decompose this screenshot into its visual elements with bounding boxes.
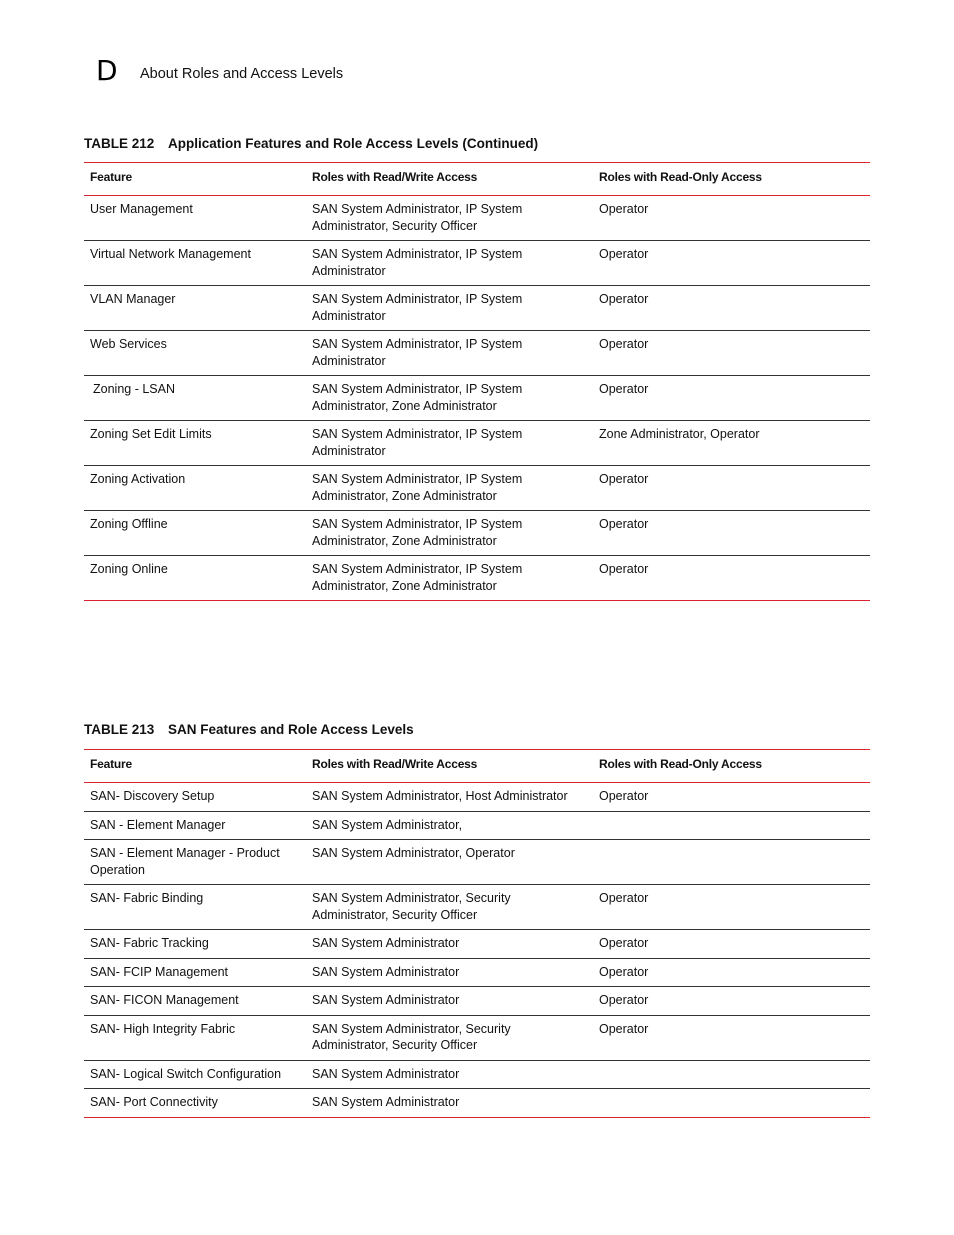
column-header-read-only: Roles with Read-Only Access [593,163,870,196]
read-only-cell: Operator [593,286,870,331]
read-write-cell: SAN System Administrator [306,1060,593,1089]
read-only-cell: Operator [593,196,870,241]
read-write-cell: SAN System Administrator, Operator [306,840,593,885]
table-title: SAN Features and Role Access Levels [168,722,414,737]
table-header-row [84,163,870,196]
table-row [84,958,870,987]
feature-cell: Zoning Online [84,556,306,601]
feature-cell: Zoning Set Edit Limits [84,421,306,466]
column-header-feature: Feature [84,750,306,783]
read-only-cell: Operator [593,958,870,987]
read-only-cell: Operator [593,241,870,286]
read-only-cell: Operator [593,511,870,556]
feature-cell: SAN - Element Manager [84,811,306,840]
column-header-feature: Feature [84,163,306,196]
feature-cell: User Management [84,196,306,241]
feature-cell: SAN- Discovery Setup [84,783,306,812]
table-row [84,196,870,241]
read-write-cell: SAN System Administrator, IP System Administrator, Zone Administrator [306,511,593,556]
read-write-cell: SAN System Administrator, IP System Administrator [306,241,593,286]
table-header-row [84,750,870,783]
table-row [84,987,870,1016]
feature-cell: Zoning Offline [84,511,306,556]
read-write-cell: SAN System Administrator, Security Administrator, Security Officer [306,885,593,930]
column-header-read-write: Roles with Read/Write Access [306,163,593,196]
table-row [84,840,870,885]
feature-cell: SAN- FCIP Management [84,958,306,987]
read-only-cell: Operator [593,987,870,1016]
read-only-cell: Operator [593,1015,870,1060]
read-only-cell: Zone Administrator, Operator [593,421,870,466]
read-write-cell: SAN System Administrator [306,930,593,959]
column-header-read-write: Roles with Read/Write Access [306,750,593,783]
table-row [84,286,870,331]
feature-cell: SAN- Logical Switch Configuration [84,1060,306,1089]
table-number: TABLE 213 [84,722,155,737]
table-title: Application Features and Role Access Levels (Continued) [168,136,539,151]
read-write-cell: SAN System Administrator [306,1089,593,1118]
table-212-caption [84,136,538,152]
table-row [84,421,870,466]
table-row [84,1089,870,1118]
read-only-cell: Operator [593,376,870,421]
table-row [84,1060,870,1089]
read-only-cell: Operator [593,783,870,812]
table-213-caption [84,722,414,738]
read-only-cell: Operator [593,331,870,376]
feature-cell: VLAN Manager [84,286,306,331]
read-write-cell: SAN System Administrator, IP System Administrator, Security Officer [306,196,593,241]
feature-cell: SAN- Fabric Tracking [84,930,306,959]
column-header-read-only: Roles with Read-Only Access [593,750,870,783]
feature-cell: Web Services [84,331,306,376]
read-only-cell [593,840,870,885]
read-write-cell: SAN System Administrator, IP System Administrator, Zone Administrator [306,376,593,421]
read-write-cell: SAN System Administrator, IP System Administrator, Zone Administrator [306,466,593,511]
read-only-cell: Operator [593,930,870,959]
table-row [84,885,870,930]
table-number: TABLE 212 [84,136,155,151]
read-write-cell: SAN System Administrator, IP System Administrator, Zone Administrator [306,556,593,601]
read-write-cell: SAN System Administrator, IP System Administrator [306,331,593,376]
table-212 [84,162,870,601]
read-write-cell: SAN System Administrator, IP System Administrator [306,286,593,331]
read-only-cell [593,811,870,840]
read-only-cell: Operator [593,885,870,930]
table-213 [84,749,870,1118]
table-row [84,466,870,511]
table-row [84,376,870,421]
read-only-cell: Operator [593,556,870,601]
table-row [84,1015,870,1060]
read-write-cell: SAN System Administrator, Security Administrator, Security Officer [306,1015,593,1060]
chapter-letter: D [96,54,118,87]
feature-cell: Virtual Network Management [84,241,306,286]
read-write-cell: SAN System Administrator, IP System Administrator [306,421,593,466]
feature-cell: SAN- High Integrity Fabric [84,1015,306,1060]
read-write-cell: SAN System Administrator [306,987,593,1016]
table-row [84,811,870,840]
feature-cell: SAN- FICON Management [84,987,306,1016]
read-write-cell: SAN System Administrator, Host Administrator [306,783,593,812]
table-row [84,331,870,376]
feature-cell: Zoning Activation [84,466,306,511]
read-write-cell: SAN System Administrator [306,958,593,987]
feature-cell: SAN- Port Connectivity [84,1089,306,1118]
read-only-cell: Operator [593,466,870,511]
feature-cell: SAN- Fabric Binding [84,885,306,930]
table-row [84,511,870,556]
table-row [84,930,870,959]
feature-cell: SAN - Element Manager - Product Operation [84,840,306,885]
section-title: About Roles and Access Levels [140,66,344,82]
read-write-cell: SAN System Administrator, [306,811,593,840]
read-only-cell [593,1060,870,1089]
table-row [84,241,870,286]
feature-cell: Zoning - LSAN [84,376,306,421]
read-only-cell [593,1089,870,1118]
table-row [84,783,870,812]
table-row [84,556,870,601]
